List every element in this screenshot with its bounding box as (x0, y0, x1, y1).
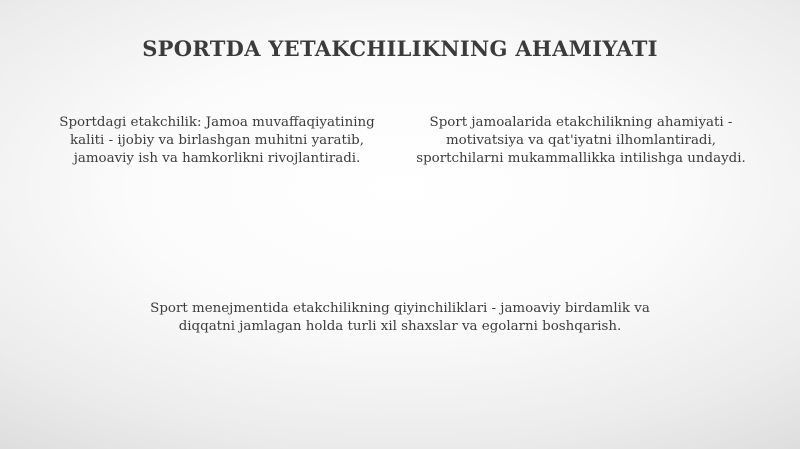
right-text-block: Sport jamoalarida etakchilikning ahamiyati - motivatsiya va qat'iyatni ilhomlantiradi, sportchilarni mukammallikka intilishga undaydi. (416, 115, 746, 166)
slide-title: SPORTDA YETAKCHILIKNING AHAMIYATI (142, 36, 658, 61)
bottom-text-block: Sport menejmentida etakchilikning qiyinchiliklari - jamoaviy birdamlik va diqqatni jamlagan holda turli xil shaxslar va egolarni boshqarish. (150, 301, 650, 334)
left-text-block: Sportdagi etakchilik: Jamoa muvaffaqiyatining kaliti - ijobiy va birlashgan muhitni yaratib, jamoaviy ish va hamkorlikni rivojlantiradi. (59, 115, 375, 166)
